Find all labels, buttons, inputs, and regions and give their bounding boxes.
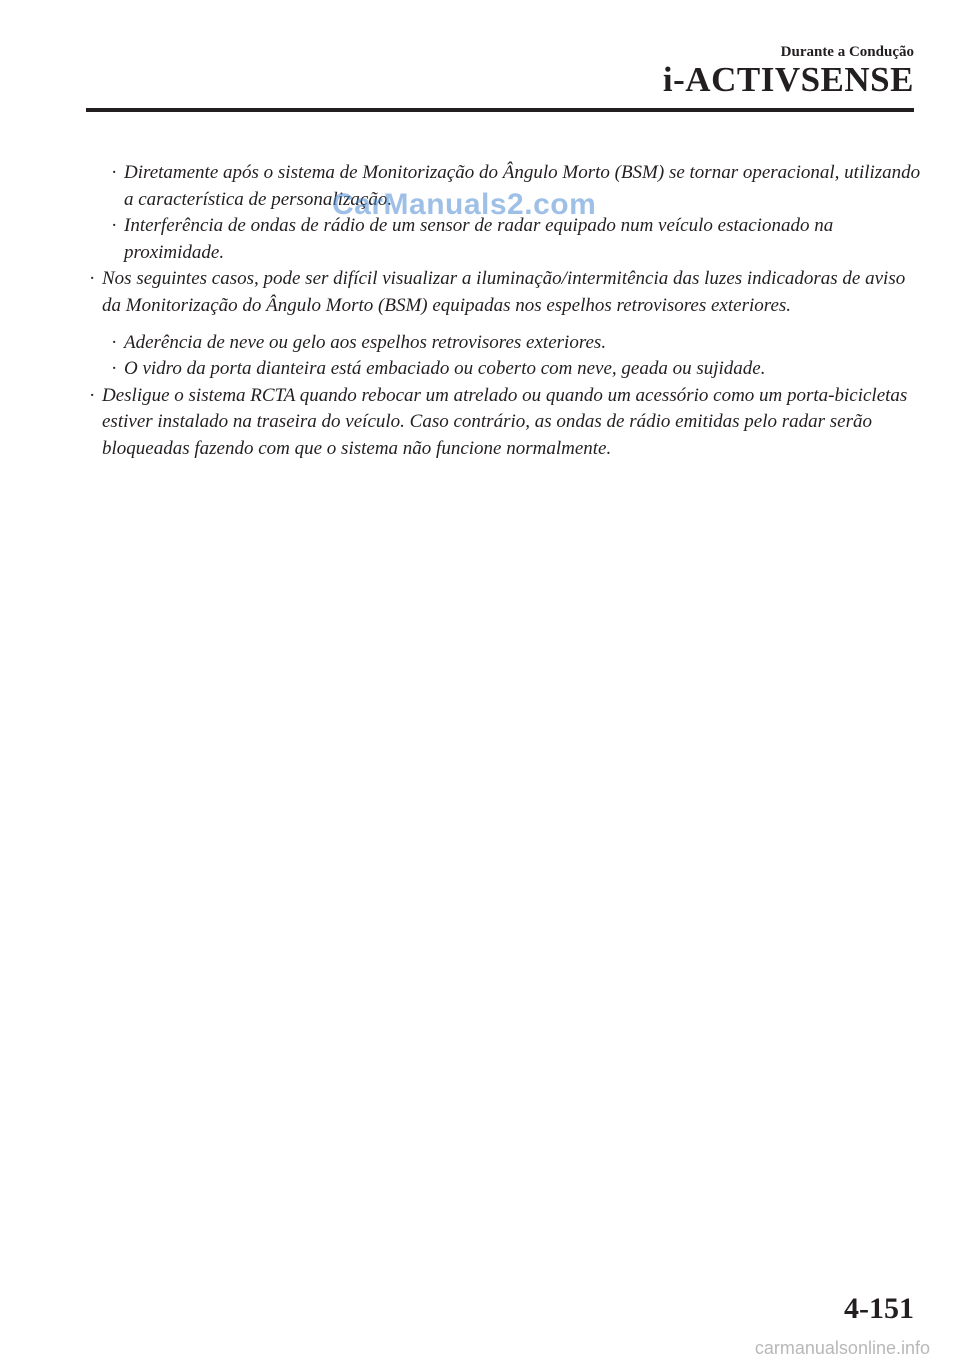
list-item-text: Desligue o sistema RCTA quando rebocar um atrelado ou quando um acessório como um porta-bicicletas estiver instalado na traseira do veículo. Caso contrário, as ondas de rádio emitidas pelo radar serão bloqueadas fazendo com que o sistema não funcione normalmente. [102,384,908,459]
list-item-text: Nos seguintes casos, pode ser difícil visualizar a iluminação/intermitência das luzes indicadoras de aviso da Monitorização do Ângulo Morto (BSM) equipadas nos espelhos retrovisores exteriores. [102,268,906,316]
list-item-text: Aderência de neve ou gelo aos espelhos retrovisores exteriores. [124,331,607,353]
bullet-icon: · [111,331,118,353]
section-header: Durante a Condução [780,44,914,60]
list-item [88,266,928,319]
list-item-text: Diretamente após o sistema de Monitorização do Ângulo Morto (BSM) se tornar operacional, utilizando a característica de personalização. [124,162,921,210]
spacer [88,320,928,330]
list-item-text: O vidro da porta dianteira está embaciado ou coberto com neve, geada ou sujidade. [124,358,766,380]
header-divider [86,108,914,112]
bullet-icon: · [89,384,96,406]
chapter-title: i-ACTIVSENSE [662,60,914,99]
footer-site-link[interactable]: carmanualsonline.info [754,1338,930,1358]
bullet-icon: · [111,162,118,183]
list-item [88,383,928,463]
list-item [110,160,928,213]
list-item [110,330,928,357]
list-item [110,213,928,266]
bullet-icon: · [89,268,96,290]
page-number: 4-151 [844,1292,914,1325]
watermark-logo: CarManuals2.com [332,188,597,221]
list-item [110,356,928,383]
bullet-icon: · [111,358,118,380]
bullet-icon: · [111,215,118,237]
list-item-text: Interferência de ondas de rádio de um sensor de radar equipado num veículo estacionado na proximidade. [124,215,834,263]
page-content [88,160,928,463]
